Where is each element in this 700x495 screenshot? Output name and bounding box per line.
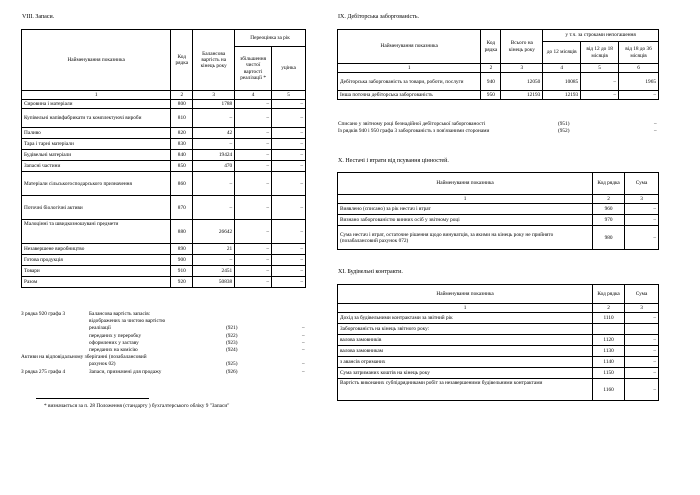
note-row — [21, 361, 306, 368]
col-number: 1 — [22, 91, 171, 100]
row-decrease: – — [272, 255, 306, 266]
row-code: 920 — [171, 277, 193, 288]
row-code: 880 — [171, 220, 193, 244]
note-row — [338, 128, 660, 135]
table-row — [22, 220, 306, 244]
note-row — [21, 318, 306, 325]
col-number: 2 — [593, 304, 625, 313]
table-row — [338, 215, 659, 226]
row-name: Тара і тарні матеріали — [22, 139, 171, 150]
row-decrease: – — [272, 220, 306, 244]
row-increase: – — [235, 100, 272, 109]
note-value: – — [302, 346, 305, 353]
section-10-title: X. Нестачі і втрати від псування цінностей. — [338, 158, 449, 164]
row-name: Дохід за будівельними контрактами за звітний рік — [338, 313, 593, 324]
row-code: 1160 — [593, 379, 625, 401]
table-row — [338, 313, 659, 324]
row-balance: 470 — [193, 161, 235, 172]
row-name: Сировина і матеріали — [22, 100, 171, 109]
row-decrease: – — [272, 244, 306, 255]
row-code: 1120 — [593, 335, 625, 346]
note-code: (924) — [226, 346, 238, 353]
table-row — [22, 277, 306, 288]
row-sum: – — [625, 346, 659, 357]
note-value: – — [302, 368, 305, 375]
col-number: 3 — [501, 64, 543, 73]
table-row — [22, 100, 306, 109]
row-increase: – — [235, 220, 272, 244]
row-code: 1140 — [593, 357, 625, 368]
col-header-code: Код рядка — [171, 30, 193, 91]
note-text: Із рядків 940 і 950 графа 3 заборгованість з пов'язаними сторонами — [338, 128, 490, 135]
note-text: Балансова вартість запасів: — [89, 311, 151, 317]
receivables-notes — [338, 121, 660, 135]
col-header-sum: Сума — [625, 285, 659, 304]
table-row — [338, 226, 659, 250]
row-sum: – — [625, 226, 659, 250]
receivables-table — [337, 29, 659, 100]
table-row — [22, 161, 306, 172]
table-row — [22, 244, 306, 255]
table-row — [22, 172, 306, 196]
row-total: 12193 — [501, 91, 543, 100]
table-row — [22, 109, 306, 128]
note-text: Запаси, призначені для продажу — [89, 368, 162, 375]
row-period-2: – — [581, 91, 619, 100]
row-sum: – — [625, 313, 659, 324]
row-balance: – — [193, 109, 235, 128]
row-sum: – — [625, 379, 659, 401]
construction-contracts-table — [337, 284, 659, 401]
row-decrease: – — [272, 161, 306, 172]
col-header-period-3: від 18 до 36 місяців — [619, 42, 659, 64]
table-row — [22, 150, 306, 161]
row-code: 820 — [171, 128, 193, 139]
note-row — [21, 354, 306, 361]
col-number: 6 — [619, 64, 659, 73]
inventory-notes — [21, 311, 306, 376]
note-ref: З рядка 920 графа 3 — [21, 311, 66, 317]
table-row — [338, 204, 659, 215]
row-balance: 2451 — [193, 266, 235, 277]
col-header-name: Найменування показника — [22, 30, 171, 91]
row-name: Готова продукція — [22, 255, 171, 266]
table-row — [22, 139, 306, 150]
row-increase: – — [235, 255, 272, 266]
row-decrease: – — [272, 139, 306, 150]
row-code: 860 — [171, 172, 193, 196]
note-value: – — [302, 332, 305, 339]
col-number: 2 — [171, 91, 193, 100]
col-number: 2 — [593, 195, 625, 204]
table-row — [22, 196, 306, 220]
row-name: Вартість виконаних субпідрядниками робіт за незавершеними будівельними контрактами — [338, 379, 593, 401]
section-8-title: VIII. Запаси. — [22, 14, 55, 20]
row-increase: – — [235, 109, 272, 128]
col-header-name: Найменування показника — [338, 285, 593, 304]
note-code: (921) — [226, 325, 238, 332]
col-header-decrease: уцінка — [272, 47, 306, 91]
col-number: 4 — [235, 91, 272, 100]
row-increase: – — [235, 161, 272, 172]
note-row — [21, 340, 306, 347]
row-name: Товари — [22, 266, 171, 277]
row-name: Заборгованість на кінець звітного року: — [338, 324, 593, 335]
note-text: рахунок 02) — [89, 361, 116, 368]
row-name: Визнано заборгованістю винних осіб у звітному році — [338, 215, 593, 226]
row-name: Паливо — [22, 128, 171, 139]
table-row — [338, 346, 659, 357]
row-name: Дебіторська заборгованість за товари, роботи, послуги — [338, 73, 481, 91]
row-name: з авансів отриманих — [338, 357, 593, 368]
row-code: 980 — [593, 226, 625, 250]
col-header-total: Всього на кінець року — [501, 30, 543, 64]
table-row — [338, 324, 659, 335]
row-code — [593, 324, 625, 335]
row-decrease: – — [272, 109, 306, 128]
row-code: 960 — [593, 204, 625, 215]
row-balance: – — [193, 139, 235, 150]
col-number: 3 — [625, 195, 659, 204]
table-row — [338, 73, 659, 91]
row-sum: – — [625, 368, 659, 379]
row-period-3: 1965 — [619, 73, 659, 91]
inventory-table — [21, 29, 306, 288]
row-decrease: – — [272, 277, 306, 288]
row-decrease: – — [272, 128, 306, 139]
row-sum: – — [625, 335, 659, 346]
col-number: 3 — [625, 304, 659, 313]
note-text: переданих у переробку — [89, 332, 142, 339]
row-name: Малоцінні та швидкозношувані предмети — [22, 220, 171, 244]
note-code: (951) — [558, 121, 570, 127]
table-row — [338, 91, 659, 100]
col-header-code: Код рядка — [593, 285, 625, 304]
row-code: 830 — [171, 139, 193, 150]
row-balance: – — [193, 196, 235, 220]
note-code: (925) — [226, 361, 238, 368]
row-balance: 21 — [193, 244, 235, 255]
col-number: 5 — [581, 64, 619, 73]
row-sum: – — [625, 215, 659, 226]
note-text: переданих на комісію — [89, 346, 138, 353]
row-code: 1150 — [593, 368, 625, 379]
row-decrease: – — [272, 172, 306, 196]
note-row — [21, 333, 306, 340]
row-increase: – — [235, 244, 272, 255]
note-text: відображених за чистою вартістю — [89, 318, 166, 325]
row-period-2: – — [581, 73, 619, 91]
row-code: 870 — [171, 196, 193, 220]
table-row — [22, 128, 306, 139]
row-decrease: – — [272, 196, 306, 220]
note-code: (923) — [226, 339, 238, 346]
col-header-name: Найменування показника — [338, 173, 593, 195]
row-period-3: – — [619, 91, 659, 100]
row-balance: 19424 — [193, 150, 235, 161]
row-name: Незавершене виробництво — [22, 244, 171, 255]
row-code: 1110 — [593, 313, 625, 324]
col-number: 2 — [481, 64, 501, 73]
col-number: 1 — [338, 64, 481, 73]
note-code: (952) — [558, 128, 570, 135]
row-balance: – — [193, 172, 235, 196]
col-number: 1 — [338, 195, 593, 204]
note-row — [21, 325, 306, 332]
note-value: – — [302, 325, 305, 332]
table-row — [338, 357, 659, 368]
col-header-balance: Балансова вартість на кінець року — [193, 30, 235, 91]
row-name: Інша поточна дебіторська заборгованість — [338, 91, 481, 100]
note-value: – — [654, 121, 657, 127]
note-code: (926) — [226, 368, 238, 375]
col-number: 1 — [338, 304, 593, 313]
row-decrease: – — [272, 150, 306, 161]
note-code: (922) — [226, 332, 238, 339]
col-header-sum: Сума — [625, 173, 659, 195]
note-row — [21, 369, 306, 376]
row-name: Разом — [22, 277, 171, 288]
col-header-name: Найменування показника — [338, 30, 481, 64]
row-name: Сума затриманих коштів на кінець року — [338, 368, 593, 379]
row-code: 810 — [171, 109, 193, 128]
table-row — [22, 266, 306, 277]
row-increase: – — [235, 128, 272, 139]
row-name: Виявлено (списано) за рік нестач і втрат — [338, 204, 593, 215]
row-code: 840 — [171, 150, 193, 161]
row-decrease: – — [272, 100, 306, 109]
section-9-title: IX. Дебіторська заборгованість. — [338, 14, 420, 20]
note-value: – — [302, 361, 305, 368]
row-balance: 1788 — [193, 100, 235, 109]
row-sum: – — [625, 204, 659, 215]
row-increase: – — [235, 139, 272, 150]
col-header-overdue: у т.ч. за строками непогашення — [543, 30, 659, 42]
note-value: – — [302, 339, 305, 346]
col-header-increase: збільшення чистої вартості реалізації * — [235, 47, 272, 91]
row-name: Сума нестач і втрат, остаточне рішення щодо винуватців, за якими на кінець року не прийнято (позабалансовий рахунок 072) — [338, 226, 593, 250]
section-11-title: XI. Будівельні контракти. — [338, 269, 403, 275]
col-number: 5 — [272, 91, 306, 100]
row-code: 900 — [171, 255, 193, 266]
row-increase: – — [235, 277, 272, 288]
col-header-code: Код рядка — [593, 173, 625, 195]
row-name: валова замовникам — [338, 346, 593, 357]
row-sum — [625, 324, 659, 335]
row-total: 12050 — [501, 73, 543, 91]
row-code: 890 — [171, 244, 193, 255]
row-code: 940 — [481, 73, 501, 91]
table-row — [22, 255, 306, 266]
row-code: 800 — [171, 100, 193, 109]
row-increase: – — [235, 172, 272, 196]
row-balance: 26642 — [193, 220, 235, 244]
col-header-period-2: від 12 до 18 місяців — [581, 42, 619, 64]
note-text: реалізації — [89, 325, 111, 332]
col-number: 3 — [193, 91, 235, 100]
row-code: 910 — [171, 266, 193, 277]
note-value: – — [654, 128, 657, 135]
row-balance: 50838 — [193, 277, 235, 288]
row-increase: – — [235, 150, 272, 161]
row-name: Будівельні матеріали — [22, 150, 171, 161]
row-code: 850 — [171, 161, 193, 172]
row-increase: – — [235, 196, 272, 220]
col-number: 4 — [543, 64, 581, 73]
shortages-table — [337, 172, 659, 250]
table-row — [338, 368, 659, 379]
table-row — [338, 379, 659, 401]
note-ref: З рядка 275 графа 4 — [21, 368, 66, 375]
col-header-code: Код рядка — [481, 30, 501, 64]
row-name: валова замовників — [338, 335, 593, 346]
row-balance: 42 — [193, 128, 235, 139]
row-code: 1130 — [593, 346, 625, 357]
row-balance: – — [193, 255, 235, 266]
row-period-1: 10085 — [543, 73, 581, 91]
row-decrease: – — [272, 266, 306, 277]
col-header-period-1: до 12 місяців — [543, 42, 581, 64]
row-code: 950 — [481, 91, 501, 100]
footnote-divider — [36, 398, 149, 399]
row-increase: – — [235, 266, 272, 277]
row-period-1: 12193 — [543, 91, 581, 100]
row-name: Запасні частини — [22, 161, 171, 172]
row-name: Поточні біологічні активи — [22, 196, 171, 220]
row-name: Матеріали сільськогосподарського призначення — [22, 172, 171, 196]
col-header-revaluation: Переоцінка за рік — [235, 30, 306, 47]
note-text: оформлених у заставу — [89, 339, 139, 346]
row-name: Купівельні напівфабрикати та комплектуючі вироби — [22, 109, 171, 128]
footnote: * визначається за п. 28 Положення (стандарту ) бухгалтерського обліку 9 "Запаси" — [44, 403, 230, 409]
row-code: 970 — [593, 215, 625, 226]
note-ref: Активи на відповідальному зберіганні (позабалансовий — [21, 354, 147, 361]
note-text: Списано у звітному році безнадійної дебіторської заборгованості — [338, 121, 486, 127]
table-row — [338, 335, 659, 346]
row-sum: – — [625, 357, 659, 368]
